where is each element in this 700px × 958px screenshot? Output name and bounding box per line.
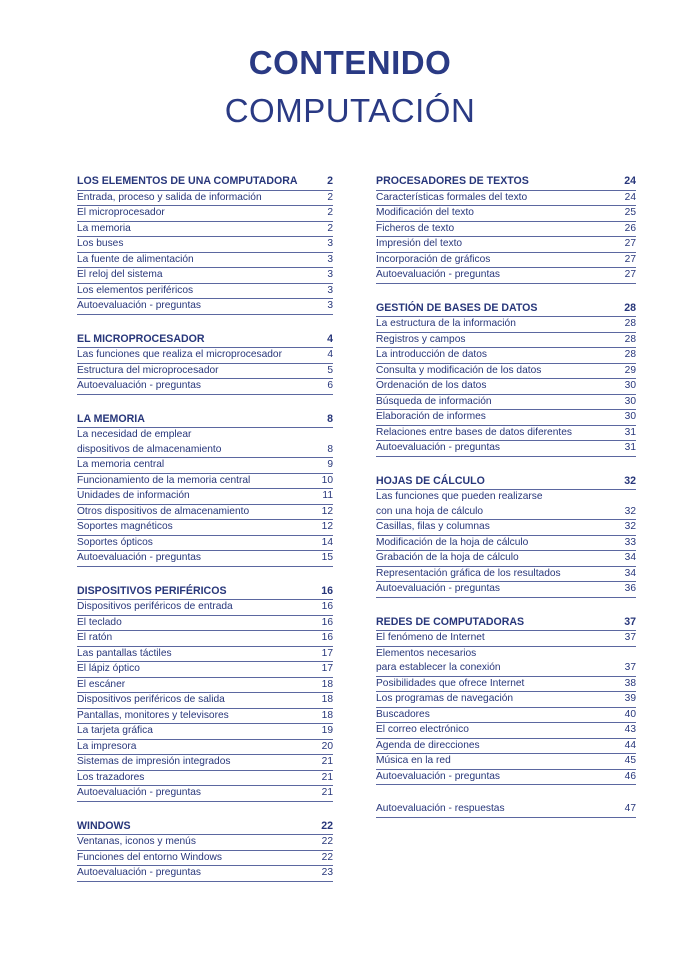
toc-entry-label: Representación gráfica de los resultados	[376, 567, 561, 579]
toc-entry-label: Modificación del texto	[376, 207, 474, 218]
toc-page-number: 18	[321, 694, 333, 705]
toc-page-number: 2	[327, 207, 333, 218]
page-subtitle: COMPUTACIÓN	[224, 92, 476, 129]
toc-entry-label: Ventanas, iconos y menús	[77, 836, 196, 847]
toc-entry-label: Autoevaluación - preguntas	[376, 583, 501, 594]
toc-page-number: 12	[321, 505, 333, 517]
toc-entry-label: Los programas de navegación	[376, 693, 514, 704]
toc-entry-label: El microprocesador	[77, 207, 165, 218]
toc-entry[interactable]	[77, 237, 333, 253]
toc-entry-label: Ficheros de texto	[376, 222, 455, 234]
toc-entry-label: Soportes ópticos	[77, 536, 153, 548]
toc-entry-label: Autoevaluación - preguntas	[376, 269, 501, 280]
toc-page-number: 37	[624, 615, 636, 628]
toc-entry-label: Música en la red	[376, 755, 451, 766]
toc-entry-label: Los buses	[77, 238, 124, 249]
toc-section-heading[interactable]	[77, 174, 333, 191]
toc-heading-label: PROCESADORES DE TEXTOS	[376, 175, 529, 187]
toc-heading-label: WINDOWS	[77, 819, 131, 832]
toc-heading-label: EL MICROPROCESADOR	[77, 332, 205, 345]
toc-entry[interactable]	[77, 740, 333, 756]
page-title: CONTENIDO	[248, 44, 452, 81]
toc-page-number: 36	[624, 583, 636, 594]
toc-entry-label: El correo electrónico	[376, 724, 469, 735]
toc-entry[interactable]	[77, 505, 333, 521]
toc-entry-label: Los trazadores	[77, 771, 145, 783]
toc-section-heading[interactable]	[376, 615, 636, 632]
toc-entry-label: Casillas, filas y columnas	[376, 521, 490, 532]
toc-entry-label: El lápiz óptico	[77, 663, 140, 674]
toc-entry[interactable]	[77, 631, 333, 647]
toc-entry-label: Consulta y modificación de los datos	[376, 364, 542, 376]
toc-entry[interactable]	[376, 661, 636, 677]
toc-entry-label: Autoevaluación - preguntas	[77, 380, 202, 391]
toc-entry-label: El escáner	[77, 678, 126, 690]
toc-entry[interactable]	[376, 317, 636, 333]
toc-entry[interactable]	[376, 708, 636, 724]
toc-heading-label: LA MEMORIA	[77, 412, 145, 425]
toc-section	[77, 819, 333, 882]
toc-entry-label: Unidades de información	[77, 490, 190, 501]
toc-page-number: 22	[321, 851, 333, 863]
toc-page-number: 32	[624, 474, 636, 487]
toc-section	[376, 174, 636, 284]
toc-entry[interactable]	[77, 474, 333, 490]
toc-page-number: 16	[321, 601, 333, 612]
toc-entry-label: Dispositivos periféricos de entrada	[77, 601, 233, 612]
toc-page-number: 3	[327, 300, 333, 311]
toc-entry[interactable]	[376, 677, 636, 693]
toc-entry-label: Incorporación de gráficos	[376, 253, 491, 265]
toc-page-number: 18	[321, 678, 333, 690]
toc-entry-label: Las funciones que realiza el microprocesador	[77, 349, 282, 360]
toc-entry-label: La tarjeta gráfica	[77, 725, 153, 736]
toc-page-number: 34	[624, 552, 636, 563]
toc-entry[interactable]	[376, 441, 636, 457]
toc-page-number: 21	[321, 756, 333, 767]
toc-page-number: 16	[321, 632, 333, 643]
toc-entry[interactable]	[77, 851, 333, 867]
toc-entry-label: Registros y campos	[376, 333, 466, 345]
toc-section-heading[interactable]	[376, 301, 636, 318]
toc-page-number: 11	[322, 490, 333, 501]
toc-entry-label: Autoevaluación - preguntas	[376, 770, 501, 782]
toc-entry[interactable]	[376, 364, 636, 380]
toc-entry-label: Funciones del entorno Windows	[77, 851, 222, 863]
toc-entry[interactable]	[77, 678, 333, 694]
toc-entry[interactable]	[376, 191, 636, 207]
toc-page-number: 3	[327, 253, 333, 265]
toc-page-number: 8	[327, 412, 333, 425]
toc-page-number: 17	[321, 663, 333, 674]
toc-heading-label: GESTIÓN DE BASES DE DATOS	[376, 301, 538, 314]
toc-entry-label: dispositivos de almacenamiento	[77, 443, 222, 455]
toc-page-number: 46	[624, 770, 636, 782]
toc-page-number: 28	[624, 333, 636, 345]
toc-section-heading[interactable]	[77, 584, 333, 601]
toc-entry[interactable]	[77, 191, 333, 207]
toc-page-number: 44	[624, 739, 636, 751]
toc-entry[interactable]	[77, 709, 333, 725]
toc-entry[interactable]	[376, 348, 636, 364]
toc-page-number: 2	[327, 222, 333, 234]
toc-entry[interactable]	[376, 802, 636, 818]
toc-page-number: 21	[321, 787, 333, 798]
toc-left-column	[77, 174, 333, 899]
toc-entry[interactable]	[77, 284, 333, 300]
toc-page-number: 17	[321, 647, 333, 659]
toc-entry[interactable]	[376, 237, 636, 253]
toc-entry-label: La fuente de alimentación	[77, 253, 194, 265]
toc-entry-label: Las funciones que pueden realizarse	[376, 491, 543, 502]
toc-entry-label: Relaciones entre bases de datos diferentes	[376, 426, 572, 438]
toc-entry-label: La memoria	[77, 222, 131, 234]
toc-page-number: 33	[624, 536, 636, 548]
toc-page-number: 31	[624, 426, 636, 438]
toc-entry[interactable]	[77, 364, 333, 380]
toc-page-number: 45	[624, 755, 636, 766]
toc-entry-label: La estructura de la información	[376, 318, 516, 329]
toc-entry[interactable]	[77, 458, 333, 474]
toc-entry[interactable]	[77, 536, 333, 552]
toc-section	[77, 412, 333, 567]
toc-entry-label: Búsqueda de información	[376, 395, 492, 407]
toc-entry[interactable]	[376, 631, 636, 647]
toc-entry-label: Los elementos periféricos	[77, 284, 194, 296]
toc-page-number: 12	[321, 521, 333, 532]
toc-entry-label: El reloj del sistema	[77, 269, 163, 280]
toc-page-number: 22	[321, 836, 333, 847]
toc-page-number: 10	[321, 474, 333, 486]
toc-entry[interactable]	[77, 662, 333, 678]
toc-entry-label: La introducción de datos	[376, 349, 488, 360]
toc-entry[interactable]	[77, 520, 333, 536]
toc-page-number: 27	[624, 269, 636, 280]
toc-page-number: 25	[624, 207, 636, 218]
toc-page-number: 30	[624, 395, 636, 407]
toc-page-number: 39	[624, 693, 636, 704]
toc-entry[interactable]	[376, 520, 636, 536]
toc-entry-label: Ordenación de los datos	[376, 380, 487, 391]
toc-entry[interactable]	[77, 489, 333, 505]
toc-section-heading[interactable]	[77, 819, 333, 836]
toc-page-number: 27	[624, 253, 636, 265]
toc-entry-label: Elementos necesarios	[376, 647, 477, 659]
toc-entry-label: El teclado	[77, 616, 122, 628]
toc-entry[interactable]	[376, 582, 636, 598]
toc-page-number: 47	[624, 803, 636, 814]
toc-page-number: 40	[624, 708, 636, 720]
toc-page-number: 27	[624, 238, 636, 249]
toc-heading-label: HOJAS DE CÁLCULO	[376, 474, 485, 487]
toc-page-number: 37	[624, 632, 636, 643]
toc-entry-label: Modificación de la hoja de cálculo	[376, 536, 529, 548]
toc-page-number: 4	[327, 332, 333, 345]
toc-page-number: 6	[327, 380, 333, 391]
toc-entry[interactable]	[376, 379, 636, 395]
toc-entry-label: Pantallas, monitores y televisores	[77, 709, 229, 721]
toc-page-number: 16	[321, 584, 333, 597]
toc-page-number: 19	[321, 725, 333, 736]
toc-entry[interactable]	[77, 693, 333, 709]
toc-page-number: 16	[321, 616, 333, 628]
toc-entry[interactable]	[77, 206, 333, 222]
toc-entry-label: La impresora	[77, 740, 137, 752]
toc-entry[interactable]	[77, 616, 333, 632]
toc-entry[interactable]	[77, 647, 333, 663]
toc-entry[interactable]	[376, 567, 636, 583]
toc-section	[77, 332, 333, 395]
toc-page-number: 38	[624, 677, 636, 689]
toc-entry-label: El ratón	[77, 632, 113, 643]
toc-entry[interactable]	[376, 647, 636, 662]
toc-entry[interactable]	[376, 536, 636, 552]
toc-entry-label: Sistemas de impresión integrados	[77, 756, 231, 767]
toc-page-number: 2	[327, 191, 333, 203]
toc-section	[376, 802, 636, 818]
toc-section-heading[interactable]	[376, 174, 636, 191]
toc-page-number: 32	[624, 505, 636, 517]
toc-page-number: 4	[327, 349, 333, 360]
toc-page-number: 26	[624, 222, 636, 234]
toc-entry[interactable]	[376, 253, 636, 269]
toc-section-heading[interactable]	[77, 412, 333, 429]
toc-entry[interactable]	[376, 410, 636, 426]
toc-entry-label: Entrada, proceso y salida de información	[77, 191, 262, 203]
toc-entry[interactable]	[376, 206, 636, 222]
toc-entry[interactable]	[77, 835, 333, 851]
toc-section	[376, 474, 636, 598]
toc-page-number: 15	[321, 552, 333, 563]
toc-entry-label: Dispositivos periféricos de salida	[77, 694, 225, 705]
toc-entry[interactable]	[376, 770, 636, 786]
toc-section	[77, 174, 333, 315]
toc-heading-label: REDES DE COMPUTADORAS	[376, 615, 525, 628]
toc-entry[interactable]	[376, 395, 636, 411]
toc-entry-label: Soportes magnéticos	[77, 521, 173, 532]
toc-entry-label: La memoria central	[77, 459, 165, 470]
toc-page-number: 32	[624, 521, 636, 532]
toc-page-number: 31	[624, 442, 636, 453]
toc-entry[interactable]	[376, 723, 636, 739]
toc-entry[interactable]	[77, 299, 333, 315]
toc-entry-label: Autoevaluación - preguntas	[77, 552, 202, 563]
toc-page-number: 22	[321, 819, 333, 832]
toc-entry-label: Autoevaluación - preguntas	[376, 442, 501, 453]
toc-entry-label: para establecer la conexión	[376, 662, 501, 673]
toc-page-number: 23	[321, 867, 333, 878]
toc-entry[interactable]	[376, 333, 636, 349]
toc-entry-label: Agenda de direcciones	[376, 739, 480, 751]
toc-entry-label: La necesidad de emplear	[77, 429, 192, 440]
toc-entry[interactable]	[77, 348, 333, 364]
toc-page-number: 28	[624, 301, 636, 314]
toc-entry[interactable]	[376, 426, 636, 442]
toc-entry[interactable]	[77, 268, 333, 284]
toc-page-number: 3	[327, 269, 333, 280]
toc-entry-label: El fenómeno de Internet	[376, 632, 485, 643]
toc-heading-label: LOS ELEMENTOS DE UNA COMPUTADORA	[77, 175, 298, 187]
toc-entry[interactable]	[77, 786, 333, 802]
toc-page-number: 30	[624, 380, 636, 391]
toc-entry-label: Grabación de la hoja de cálculo	[376, 552, 519, 563]
toc-entry[interactable]	[77, 253, 333, 269]
toc-entry[interactable]	[376, 268, 636, 284]
toc-page-number: 34	[624, 567, 636, 579]
toc-entry[interactable]	[77, 755, 333, 771]
toc-section	[376, 301, 636, 457]
toc-page-number: 37	[624, 662, 636, 673]
toc-section	[77, 584, 333, 802]
toc-entry[interactable]	[77, 866, 333, 882]
toc-entry-label: Las pantallas táctiles	[77, 647, 172, 659]
toc-entry-label: Buscadores	[376, 708, 430, 720]
toc-entry[interactable]	[77, 443, 333, 459]
toc-entry-label: Autoevaluación - preguntas	[77, 787, 202, 798]
toc-entry-label: Autoevaluación - preguntas	[77, 867, 202, 878]
toc-page-number: 24	[624, 191, 636, 203]
toc-entry[interactable]	[376, 754, 636, 770]
toc-section	[376, 615, 636, 786]
toc-entry[interactable]	[77, 600, 333, 616]
toc-page-number: 21	[321, 771, 333, 783]
toc-entry[interactable]	[77, 551, 333, 567]
toc-entry-label: Impresión del texto	[376, 238, 463, 249]
toc-page-number: 20	[321, 740, 333, 752]
toc-entry[interactable]	[77, 428, 333, 443]
toc-page-number: 14	[321, 536, 333, 548]
toc-section-heading[interactable]	[376, 474, 636, 491]
toc-entry-label: con una hoja de cálculo	[376, 505, 484, 517]
toc-page-number: 3	[327, 238, 333, 249]
toc-entry-label: Posibilidades que ofrece Internet	[376, 677, 525, 689]
toc-entry-label: Otros dispositivos de almacenamiento	[77, 505, 250, 517]
toc-page-number: 18	[321, 709, 333, 721]
toc-entry[interactable]	[376, 490, 636, 505]
toc-page-number: 5	[327, 364, 333, 376]
toc-entry[interactable]	[77, 222, 333, 238]
toc-page-number: 3	[327, 284, 333, 296]
toc-entry[interactable]	[376, 505, 636, 521]
toc-page-number: 29	[624, 364, 636, 376]
toc-page-number: 28	[624, 349, 636, 360]
toc-entry-label: Estructura del microprocesador	[77, 364, 219, 376]
toc-section-heading[interactable]	[77, 332, 333, 349]
toc-page-number: 28	[624, 318, 636, 329]
toc-page-number: 30	[624, 411, 636, 422]
toc-entry-label: Elaboración de informes	[376, 411, 486, 422]
toc-entry[interactable]	[376, 692, 636, 708]
toc-page-number: 8	[327, 443, 333, 455]
toc-entry[interactable]	[376, 222, 636, 238]
toc-entry[interactable]	[376, 739, 636, 755]
toc-page-number: 2	[327, 175, 333, 187]
toc-entry[interactable]	[77, 724, 333, 740]
toc-entry-label: Características formales del texto	[376, 191, 528, 203]
toc-page-number: 24	[624, 175, 636, 187]
toc-entry-label: Autoevaluación - preguntas	[77, 300, 202, 311]
toc-heading-label: DISPOSITIVOS PERIFÉRICOS	[77, 584, 227, 597]
toc-page-number: 43	[624, 724, 636, 735]
toc-entry[interactable]	[77, 379, 333, 395]
toc-entry[interactable]	[77, 771, 333, 787]
toc-entry[interactable]	[376, 551, 636, 567]
toc-right-column	[376, 174, 636, 835]
toc-page-number: 9	[327, 459, 333, 470]
toc-entry-label: Autoevaluación - respuestas	[376, 803, 505, 814]
toc-entry-label: Funcionamiento de la memoria central	[77, 474, 251, 486]
